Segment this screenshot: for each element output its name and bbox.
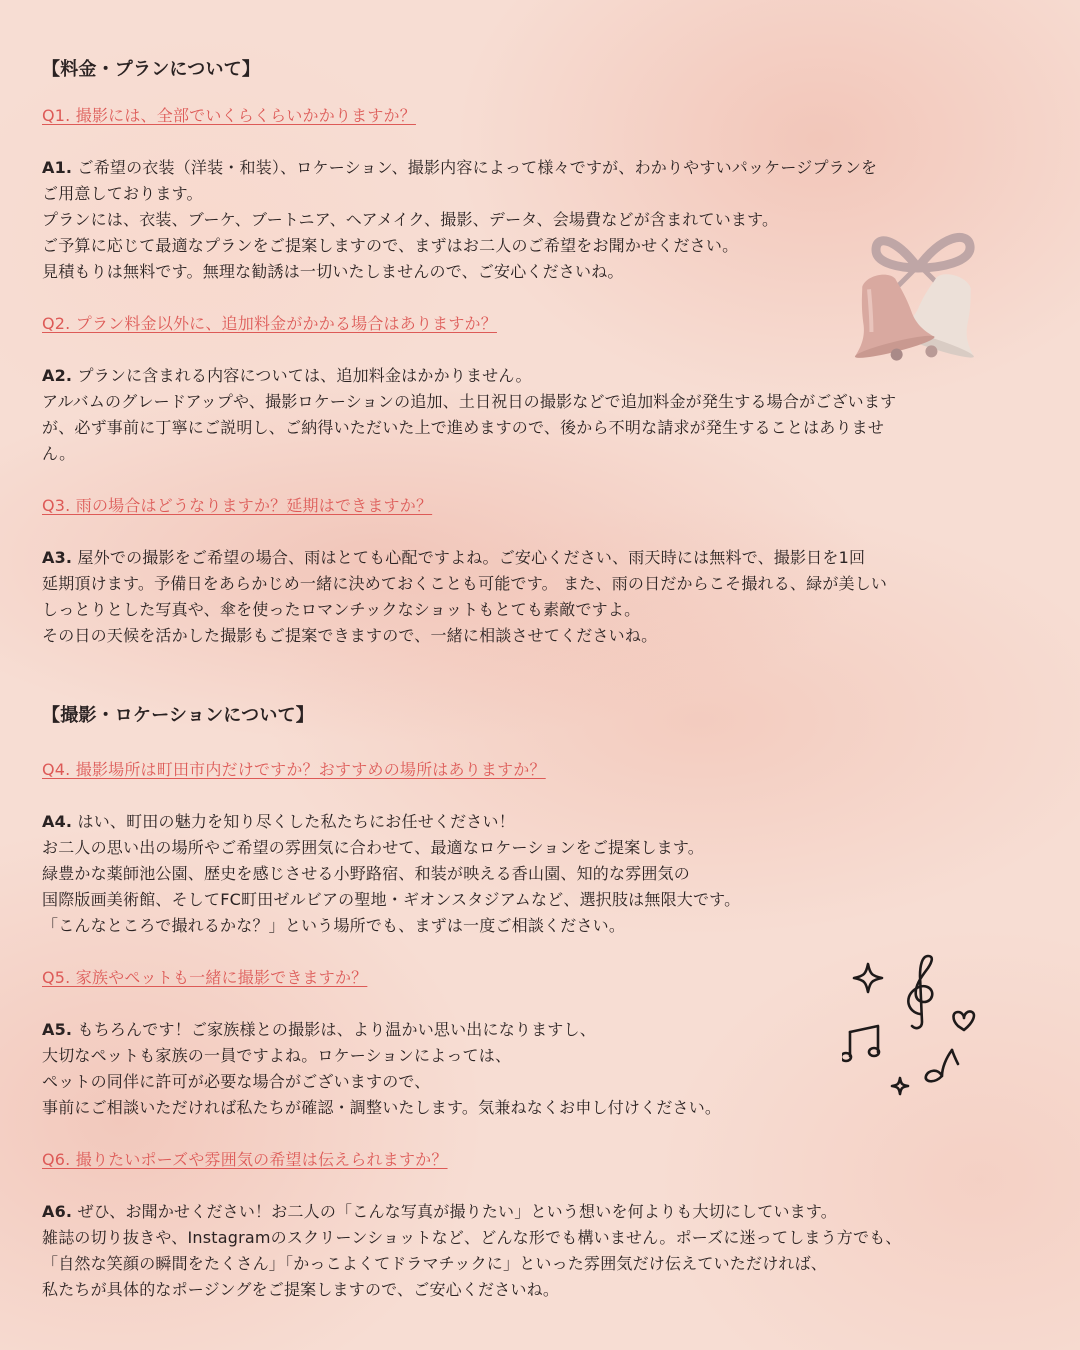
answer-label-a3: A3. [42,548,73,567]
question-q1: Q1. 撮影には、全部でいくらくらいかかりますか？ [42,106,416,125]
question-q4: Q4. 撮影場所は町田市内だけですか？おすすめの場所はありますか？ [42,760,546,779]
question-q2: Q2. プラン料金以外に、追加料金がかかる場合はありますか？ [42,314,497,333]
answer-a2-line-3: が、必ず事前に丁寧にご説明し、ご納得いただいた上で進めますので、後から不明な請求が発生することはありませ [42,418,885,437]
answer-a3-line-1: A3. 屋外での撮影をご希望の場合、雨はとても心配ですよね。ご安心ください、雨天時には無料で、撮影日を1回 [42,548,866,567]
answer-a4-line-5: 「こんなところで撮れるかな？」という場所でも、まずは一度ご相談ください。 [42,916,626,935]
question-q3: Q3. 雨の場合はどうなりますか？延期はできますか？ [42,496,433,515]
section-heading-pricing: 【料金・プランについて】 [42,59,261,80]
answer-label-a2: A2. [42,366,73,385]
wedding-bells-icon [836,228,1000,364]
answer-a2-line-2: アルバムのグレードアップや、撮影ロケーションの追加、土日祝日の撮影などで追加料金が発生する場合がございます [42,392,897,411]
answer-a1-line-3: プランには、衣装、ブーケ、ブートニア、ヘアメイク、撮影、データ、会場費などが含まれています。 [42,210,779,229]
answer-a3-line-4: その日の天候を活かした撮影もご提案できますので、一緒に相談させてくださいね。 [42,626,658,645]
answer-a1-line-4: ご予算に応じて最適なプランをご提案しますので、まずはお二人のご希望をお聞かせください。 [42,236,739,255]
answer-a5-line-4: 事前にご相談いただければ私たちが確認・調整いたします。気兼ねなくお申し付けください。 [42,1098,722,1117]
answer-label-a4: A4. [42,812,73,831]
question-q6: Q6. 撮りたいポーズや雰囲気の希望は伝えられますか？ [42,1150,448,1169]
music-notes-doodle-icon [842,952,982,1102]
answer-a6-line-4: 私たちが具体的なポージングをご提案しますので、ご安心くださいね。 [42,1280,560,1299]
answer-label-a6: A6. [42,1202,73,1221]
answer-a3-line-2: 延期頂けます。予備日をあらかじめ一緒に決めておくことも可能です。 また、雨の日だからこそ撮れる、緑が美しい [42,574,888,593]
answer-a4-line-2: お二人の思い出の場所やご希望の雰囲気に合わせて、最適なロケーションをご提案します。 [42,838,704,857]
answer-a5-line-1: A5. もちろんです！ご家族様との撮影は、より温かい思い出になりますし、 [42,1020,596,1039]
answer-a5-line-2: 大切なペットも家族の一員ですよね。ロケーションによっては、 [42,1046,512,1065]
answer-a6-line-3: 「自然な笑顔の瞬間をたくさん」「かっこよくてドラマチックに」といった雰囲気だけ伝えていただければ、 [42,1254,828,1273]
answer-a5-line-3: ペットの同伴に許可が必要な場合がございますので、 [42,1072,431,1091]
answer-a3-line-3: しっとりとした写真や、傘を使ったロマンチックなショットもとても素敵ですよ。 [42,600,641,619]
answer-a6-line-2: 雑誌の切り抜きや、Instagramのスクリーンショットなど、どんな形でも構いません。ポーズに迷ってしまう方でも、 [42,1228,902,1247]
answer-label-a1: A1. [42,158,73,177]
answer-a1-line-5: 見積もりは無料です。無理な勧誘は一切いたしませんので、ご安心くださいね。 [42,262,624,281]
answer-label-a5: A5. [42,1020,73,1039]
answer-a2-line-4: ん。 [42,444,76,463]
answer-a6-line-1: A6. ぜひ、お聞かせください！お二人の「こんな写真が撮りたい」という想いを何よりも大切にしています。 [42,1202,837,1221]
answer-a2-line-1: A2. プランに含まれる内容については、追加料金はかかりません。 [42,366,532,385]
answer-a4-line-4: 国際版画美術館、そしてFC町田ゼルビアの聖地・ギオンスタジアムなど、選択肢は無限大です。 [42,890,741,909]
answer-a4-line-3: 緑豊かな薬師池公園、歴史を感じさせる小野路宿、和装が映える香山園、知的な雰囲気の [42,864,691,883]
answer-a4-line-1: A4. はい、町田の魅力を知り尽くした私たちにお任せください！ [42,812,515,831]
answer-a1-line-1: A1. ご希望の衣装（洋装・和装）、ロケーション、撮影内容によって様々ですが、わかりやすいパッケージプランを [42,158,878,177]
answer-a1-line-2: ご用意しております。 [42,184,203,203]
question-q5: Q5. 家族やペットも一緒に撮影できますか？ [42,968,368,987]
section-heading-location: 【撮影・ロケーションについて】 [42,705,314,726]
